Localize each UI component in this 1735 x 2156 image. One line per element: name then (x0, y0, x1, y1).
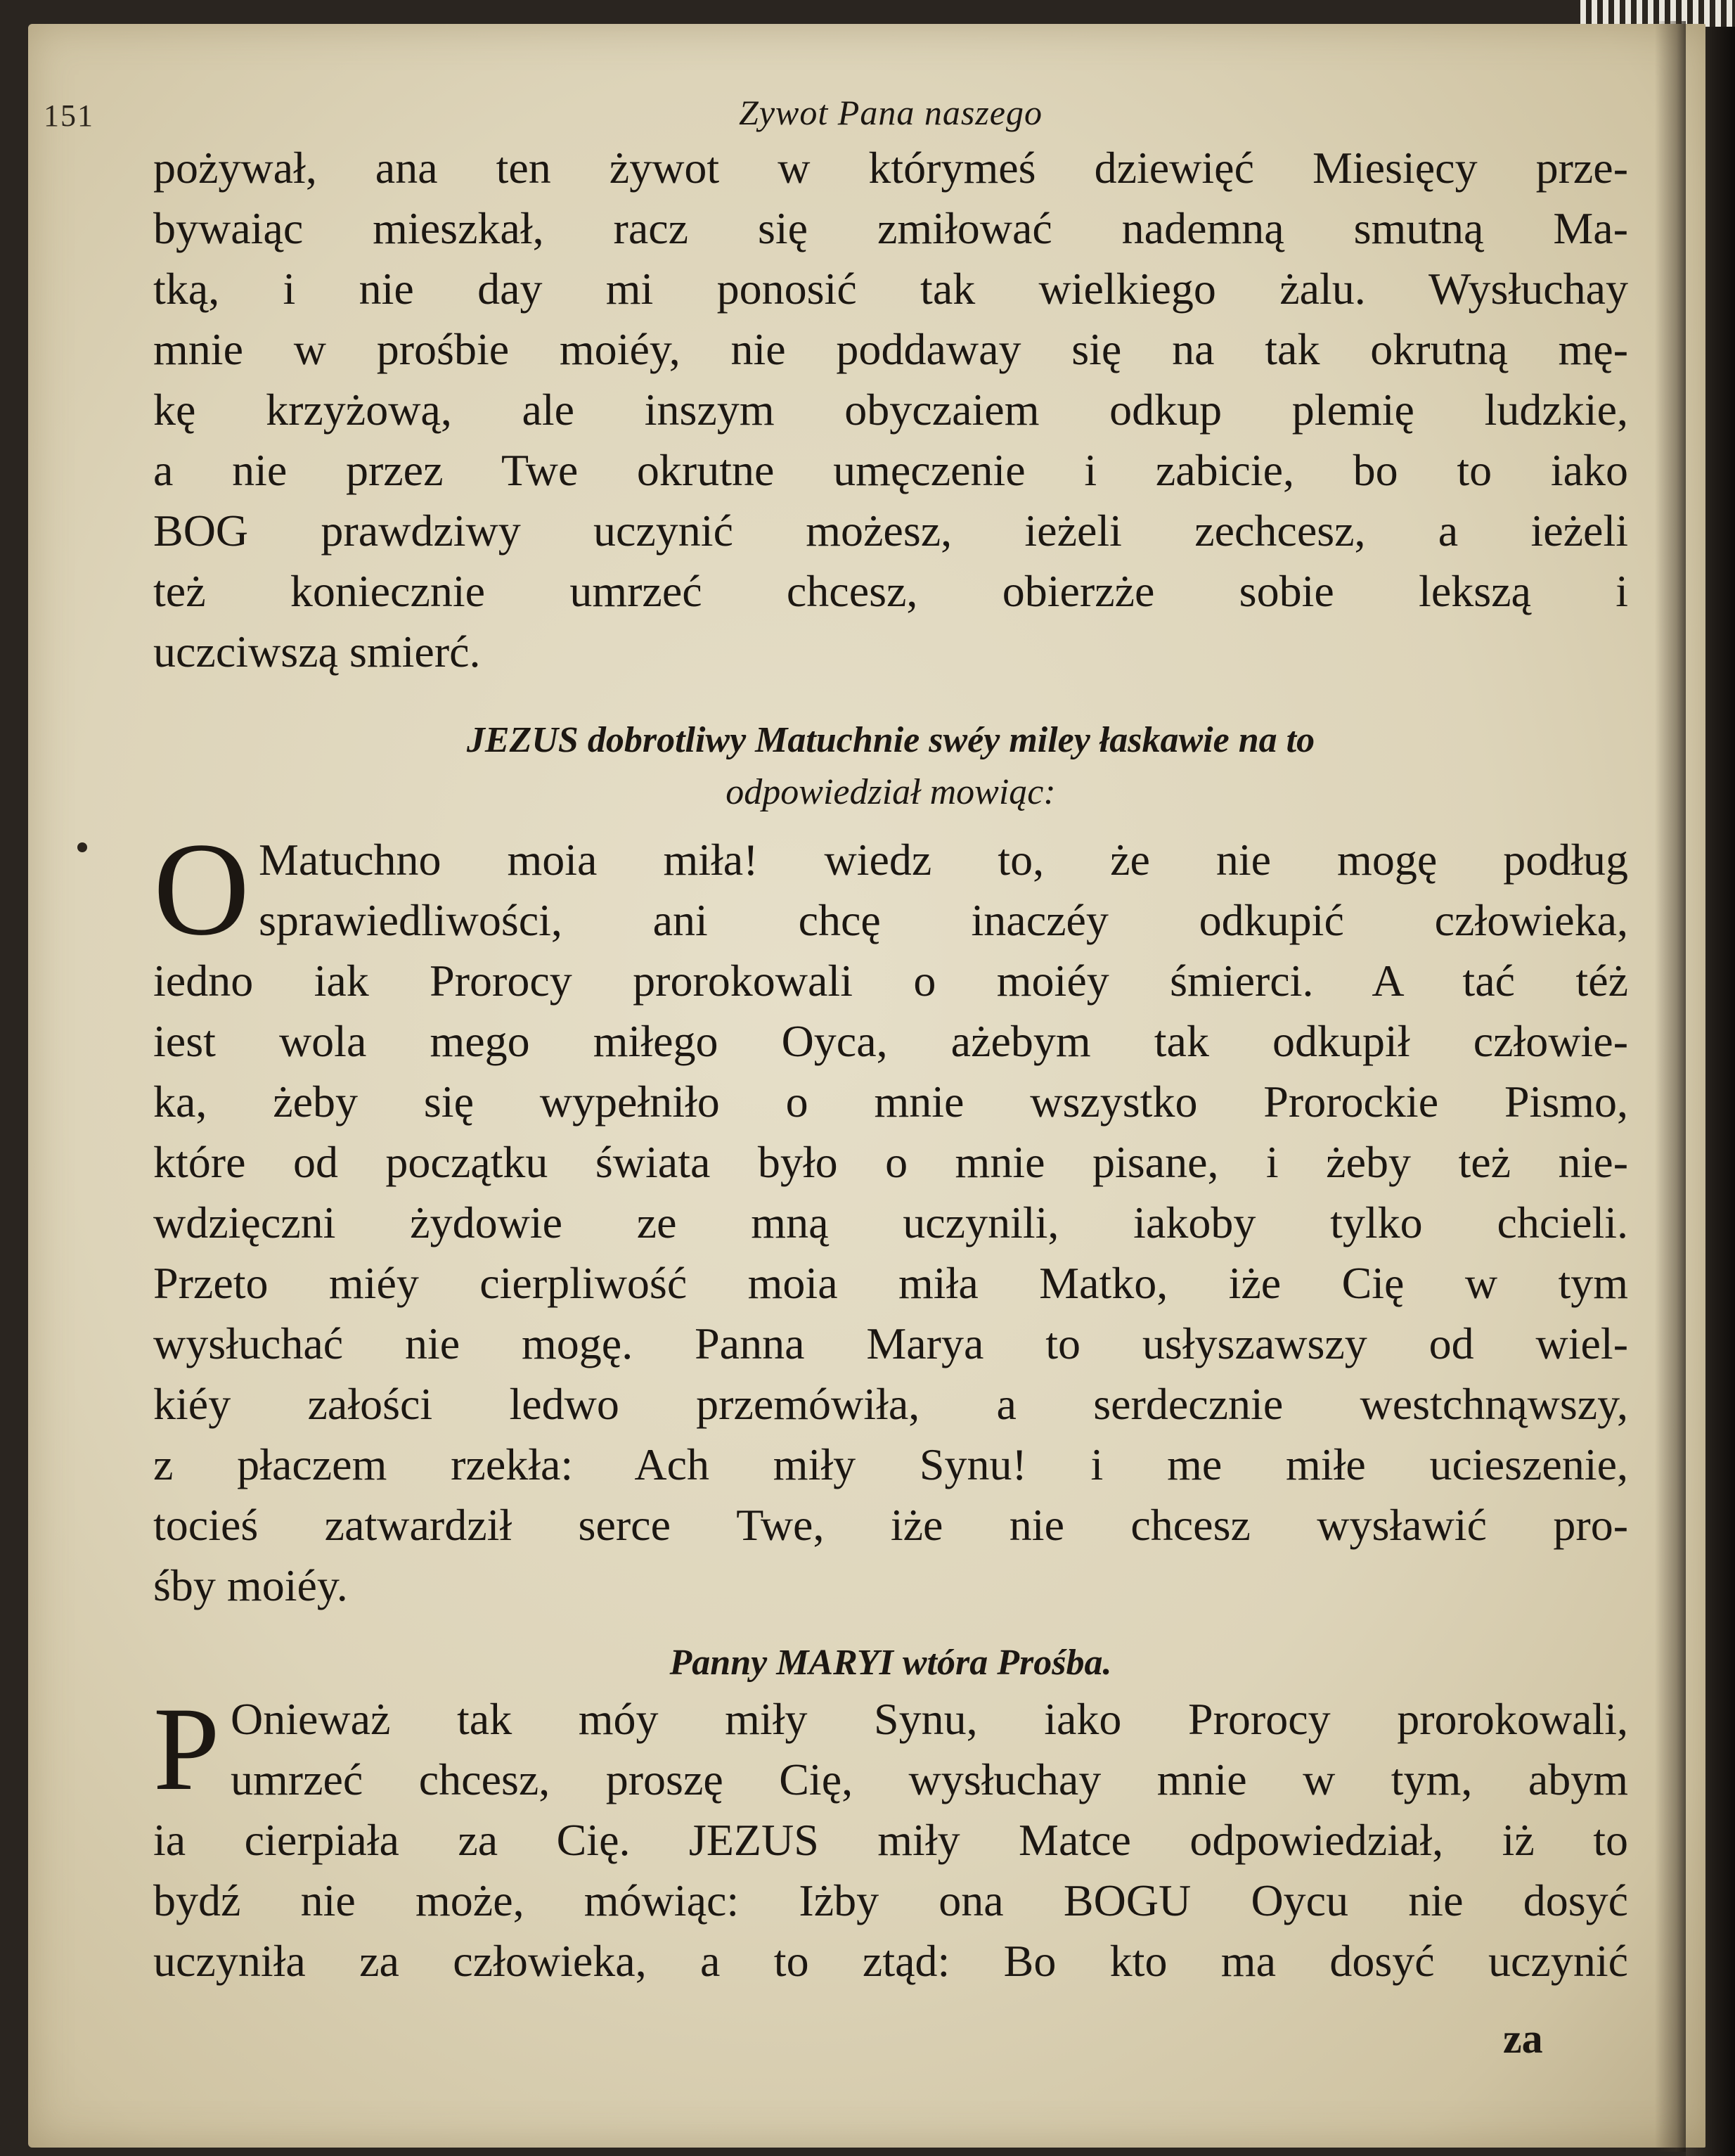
catchword: za (1503, 2015, 1543, 2062)
text-line: kiéy załości ledwo przemówiła, a serdecznie westchnąwszy, (153, 1379, 1628, 1429)
heading-line: JEZUS dobrotliwy Matuchnie swéy miley łaskawie na to (466, 720, 1315, 760)
text-line: a nie przez Twe okrutne umęczenie i zabicie, bo to iako (153, 445, 1628, 495)
paragraph-1 (153, 138, 1628, 682)
page-number: 151 (44, 98, 94, 133)
text-line: uczyniła za człowieka, a to ztąd: Bo kto ma dosyć uczynić (153, 1936, 1628, 1986)
text-line: tką, i nie day mi ponosić tak wielkiego żalu. Wysłuchay (153, 264, 1628, 314)
paragraph-3 (153, 1683, 1628, 1991)
text-line: iest wola mego miłego Oyca, ażebym tak odkupił człowie- (153, 1016, 1628, 1066)
text-line: ka, żeby się wypełniło o mnie wszystko Prorockie Pismo, (153, 1077, 1628, 1127)
heading-line: Panny MARYI wtóra Prośba. (669, 1643, 1112, 1683)
text-line: Onieważ tak móy miły Synu, iako Prorocy prorokowali, (231, 1694, 1628, 1744)
heading-line: odpowiedział mowiąc: (725, 772, 1056, 812)
text-line: kę krzyżową, ale inszym obyczaiem odkup plemię ludzkie, (153, 385, 1628, 435)
text-line: z płaczem rzekła: Ach miły Synu! i me miłe ucieszenie, (153, 1439, 1628, 1489)
text-line: mnie w prośbie moiéy, nie poddaway się na tak okrutną mę- (153, 324, 1628, 374)
text-line: sprawiedliwości, ani chcę inaczéy odkupić człowieka, (259, 895, 1628, 945)
text-line: umrzeć chcesz, proszę Cię, wysłuchay mnie w tym, abym (231, 1754, 1628, 1804)
text-line: wysłuchać nie mogę. Panna Marya to usłyszawszy od wiel- (153, 1318, 1628, 1368)
section-heading-1 (153, 714, 1628, 819)
text-line: iedno iak Prorocy prorokowali o moiéy śmierci. A tać téż (153, 956, 1628, 1006)
drop-cap: P (153, 1683, 220, 1815)
text-line: uczciwszą smierć. (153, 627, 481, 676)
paragraph-2 (153, 816, 1628, 1616)
text-line: BOG prawdziwy uczynić możesz, ieżeli zechcesz, a ieżeli (153, 506, 1628, 556)
section-heading-2 (153, 1637, 1628, 1689)
text-line: Matuchno moia miła! wiedz to, że nie mogę podług (259, 835, 1628, 885)
text-line: tocieś zatwardził serce Twe, iże nie chcesz wysławić pro- (153, 1500, 1628, 1550)
text-line: ia cierpiała za Cię. JEZUS miły Matce odpowiedział, iż to (153, 1815, 1628, 1865)
text-line: bydź nie może, mówiąc: Iżby ona BOGU Oycu nie dosyć (153, 1875, 1628, 1925)
text-line: śby moiéy. (153, 1560, 348, 1610)
drop-cap: O (153, 816, 250, 963)
page-edge-shadow (1655, 21, 1686, 2152)
text-line: wdzięczni żydowie ze mną uczynili, iakoby tylko chcieli. (153, 1198, 1628, 1247)
margin-mark (77, 842, 87, 852)
text-line: pożywał, ana ten żywot w którymeś dziewięć Miesięcy prze- (153, 143, 1628, 193)
text-line: Przeto miéy cierpliwość moia miła Matko, iże Cię w tym (153, 1258, 1628, 1308)
running-head: Zywot Pana naszego (739, 93, 1043, 132)
text-line: bywaiąc mieszkał, racz się zmiłować nademną smutną Ma- (153, 203, 1628, 253)
text-line: które od początku świata było o mnie pisane, i żeby też nie- (153, 1137, 1628, 1187)
text-line: też koniecznie umrzeć chcesz, obierzże sobie lekszą i (153, 566, 1628, 616)
